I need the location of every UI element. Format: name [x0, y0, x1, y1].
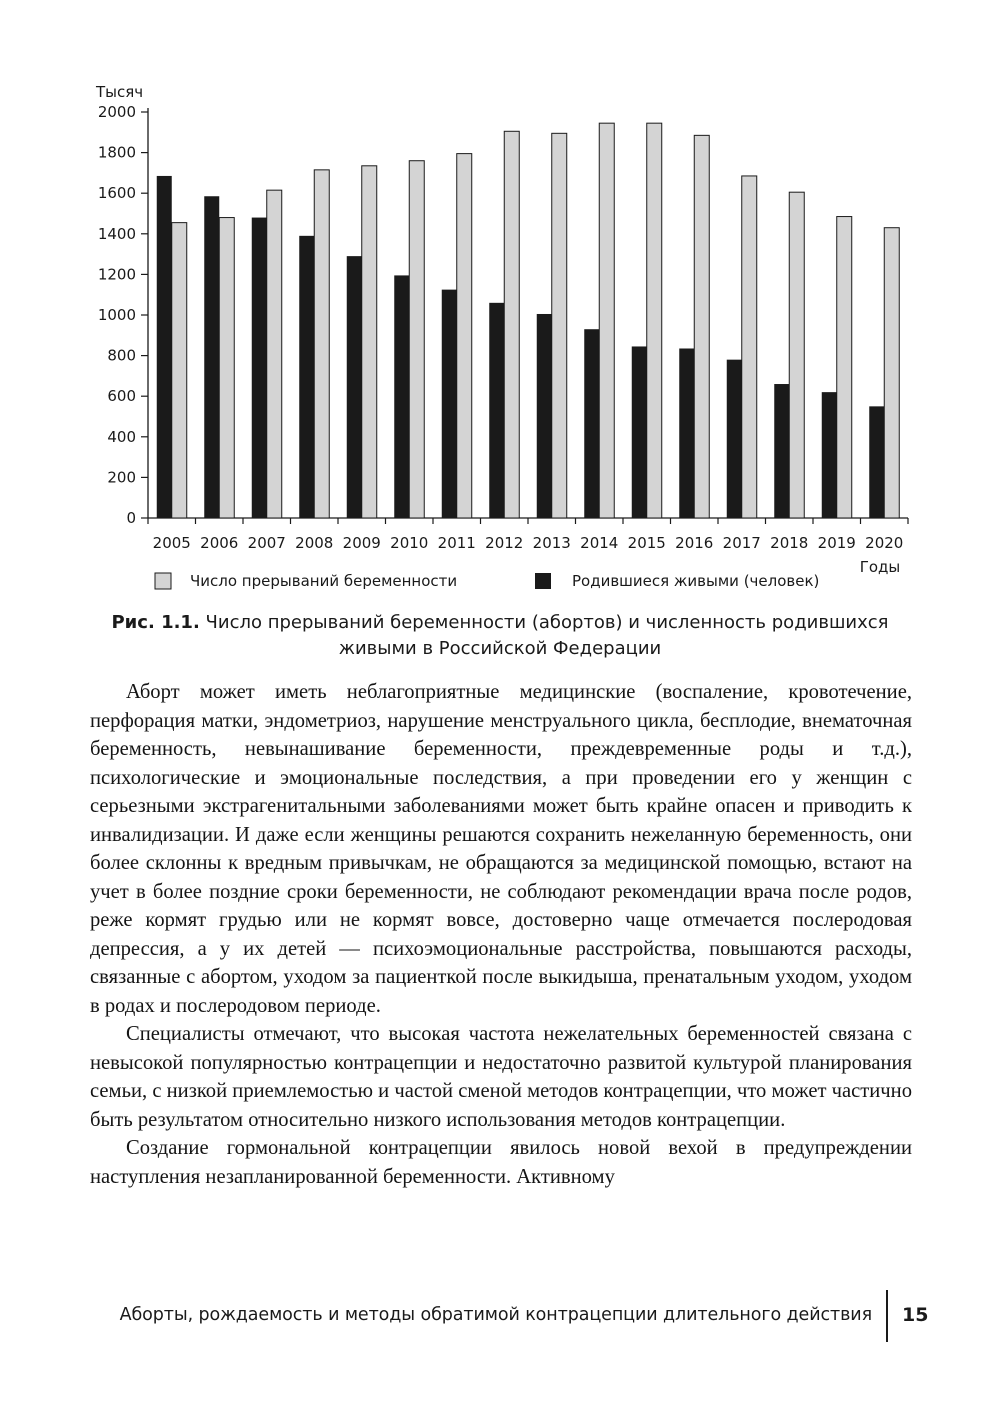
bar-abortions — [314, 170, 329, 518]
legend-label-abortions: Число прерываний беременности — [190, 572, 458, 590]
bar-live-births — [584, 329, 599, 518]
bar-abortions — [409, 161, 424, 518]
x-tick-label: 2019 — [817, 534, 856, 552]
x-tick-label: 2006 — [200, 534, 239, 552]
x-tick-label: 2013 — [532, 534, 571, 552]
bar-live-births — [537, 314, 552, 518]
body-text — [90, 678, 912, 1191]
bar-live-births — [157, 176, 172, 518]
y-tick-label: 0 — [126, 509, 136, 527]
figure-caption-label: Рис. 1.1. — [111, 612, 200, 633]
bar-abortions — [219, 218, 234, 518]
bar-abortions — [742, 176, 757, 518]
x-tick-label: 2009 — [342, 534, 381, 552]
bar-live-births — [347, 256, 362, 518]
page-number: 15 — [902, 1304, 929, 1326]
bar-abortions — [789, 192, 804, 518]
bar-live-births — [204, 196, 219, 518]
x-tick-label: 2012 — [485, 534, 524, 552]
bar-abortions — [552, 133, 567, 518]
x-tick-label: 2005 — [152, 534, 191, 552]
bar-abortions — [694, 135, 709, 518]
bar-abortions — [457, 154, 472, 518]
figure-caption — [90, 610, 910, 662]
figure-caption-text: Число прерываний беременности (абортов) и численность родившихся живыми в Российской Федерации — [205, 612, 889, 659]
paragraph: Создание гормональной контрацепции явилось новой вехой в предупреждении наступления незапланированной беременности. Активному — [90, 1137, 912, 1188]
bar-live-births — [822, 392, 837, 518]
bar-abortions — [647, 123, 662, 518]
bar-live-births — [679, 348, 694, 518]
legend-swatch-abortions — [155, 573, 171, 589]
bar-live-births — [442, 290, 457, 518]
bar-live-births — [869, 406, 884, 518]
y-tick-label: 1600 — [97, 184, 136, 203]
x-tick-label: 2017 — [722, 534, 761, 552]
y-tick-label: 600 — [107, 387, 136, 406]
running-footer-title: Аборты, рождаемость и методы обратимой контрацепции длительного действия — [119, 1305, 872, 1325]
y-tick-label: 800 — [107, 346, 136, 365]
x-tick-label: 2016 — [675, 534, 714, 552]
bar-abortions — [837, 217, 852, 518]
y-axis-unit-label: Тысяч — [96, 83, 144, 101]
page-footer — [0, 1290, 1000, 1346]
paragraph: Аборт может иметь неблагоприятные медицинские (воспаление, кровотечение, перфорация матки, эндометриоз, нарушение менструального цикла, бесплодие, внематочная беременность, невынашивание беременности, преждевременные роды и т.д.), психологические и эмоциональные последствия, а при проведении его у женщин с серьезными экстрагенитальными заболеваниями может быть крайне опасен и приводить к инвалидизации. И даже если женщины решаются сохранить нежеланную беременность, они более склонны к вредным привычкам, не обращаются за медицинской помощью, встают на учет в более поздние сроки беременности, не соблюдают рекомендации врача после родов, реже кормят грудью или не кормят вовсе, достоверно чаще отмечается послеродовая депрессия, а у их детей — психоэмоциональные расстройства, повышаются расходы, связанные с абортом, уходом за пациенткой после выкидыша, пренатальным уходом, уходом в родах и послеродовом периоде. — [90, 681, 912, 1017]
bar-live-births — [489, 303, 504, 518]
y-tick-label: 1800 — [97, 143, 136, 162]
x-tick-label: 2007 — [247, 534, 286, 552]
x-tick-label: 2020 — [865, 534, 904, 552]
y-tick-label: 1000 — [97, 306, 136, 324]
bar-live-births — [394, 275, 409, 518]
bar-live-births — [299, 236, 314, 518]
bar-abortions — [267, 190, 282, 518]
x-tick-label: 2018 — [770, 534, 809, 552]
chart-legend — [155, 572, 819, 590]
bar-live-births — [774, 384, 789, 518]
x-axis-label: Годы — [859, 558, 901, 576]
legend-swatch-live-births — [535, 573, 551, 589]
bar-abortions — [884, 228, 899, 518]
chart-bars — [157, 123, 900, 518]
bar-abortions — [362, 166, 377, 518]
y-tick-label: 400 — [107, 427, 136, 446]
legend-label-live-births: Родившиеся живыми (человек) — [572, 572, 820, 590]
bar-abortions — [172, 223, 187, 518]
x-tick-label: 2008 — [295, 534, 334, 552]
x-tick-label: 2014 — [580, 534, 619, 552]
x-tick-label: 2011 — [437, 534, 476, 552]
x-tick-label: 2010 — [390, 534, 429, 552]
bar-abortions — [599, 123, 614, 518]
paragraph: Специалисты отмечают, что высокая частота нежелательных беременностей связана с невысокой популярностью контрацепции и недостаточно развитой культурой планирования семьи, с низкой приемлемостью и частой сменой методов контрацепции, что может частично быть результатом относительно низкого использования методов контрацепции. — [90, 1023, 912, 1131]
x-tick-label: 2015 — [627, 534, 666, 552]
y-tick-label: 200 — [107, 468, 136, 487]
y-tick-label: 2000 — [97, 103, 136, 121]
bar-live-births — [727, 360, 742, 518]
y-tick-label: 1400 — [97, 224, 136, 243]
footer-divider — [886, 1290, 888, 1342]
bar-chart — [0, 0, 1000, 610]
bar-abortions — [504, 131, 519, 518]
bar-live-births — [632, 346, 647, 518]
bar-live-births — [252, 218, 267, 518]
y-tick-label: 1200 — [97, 265, 136, 284]
